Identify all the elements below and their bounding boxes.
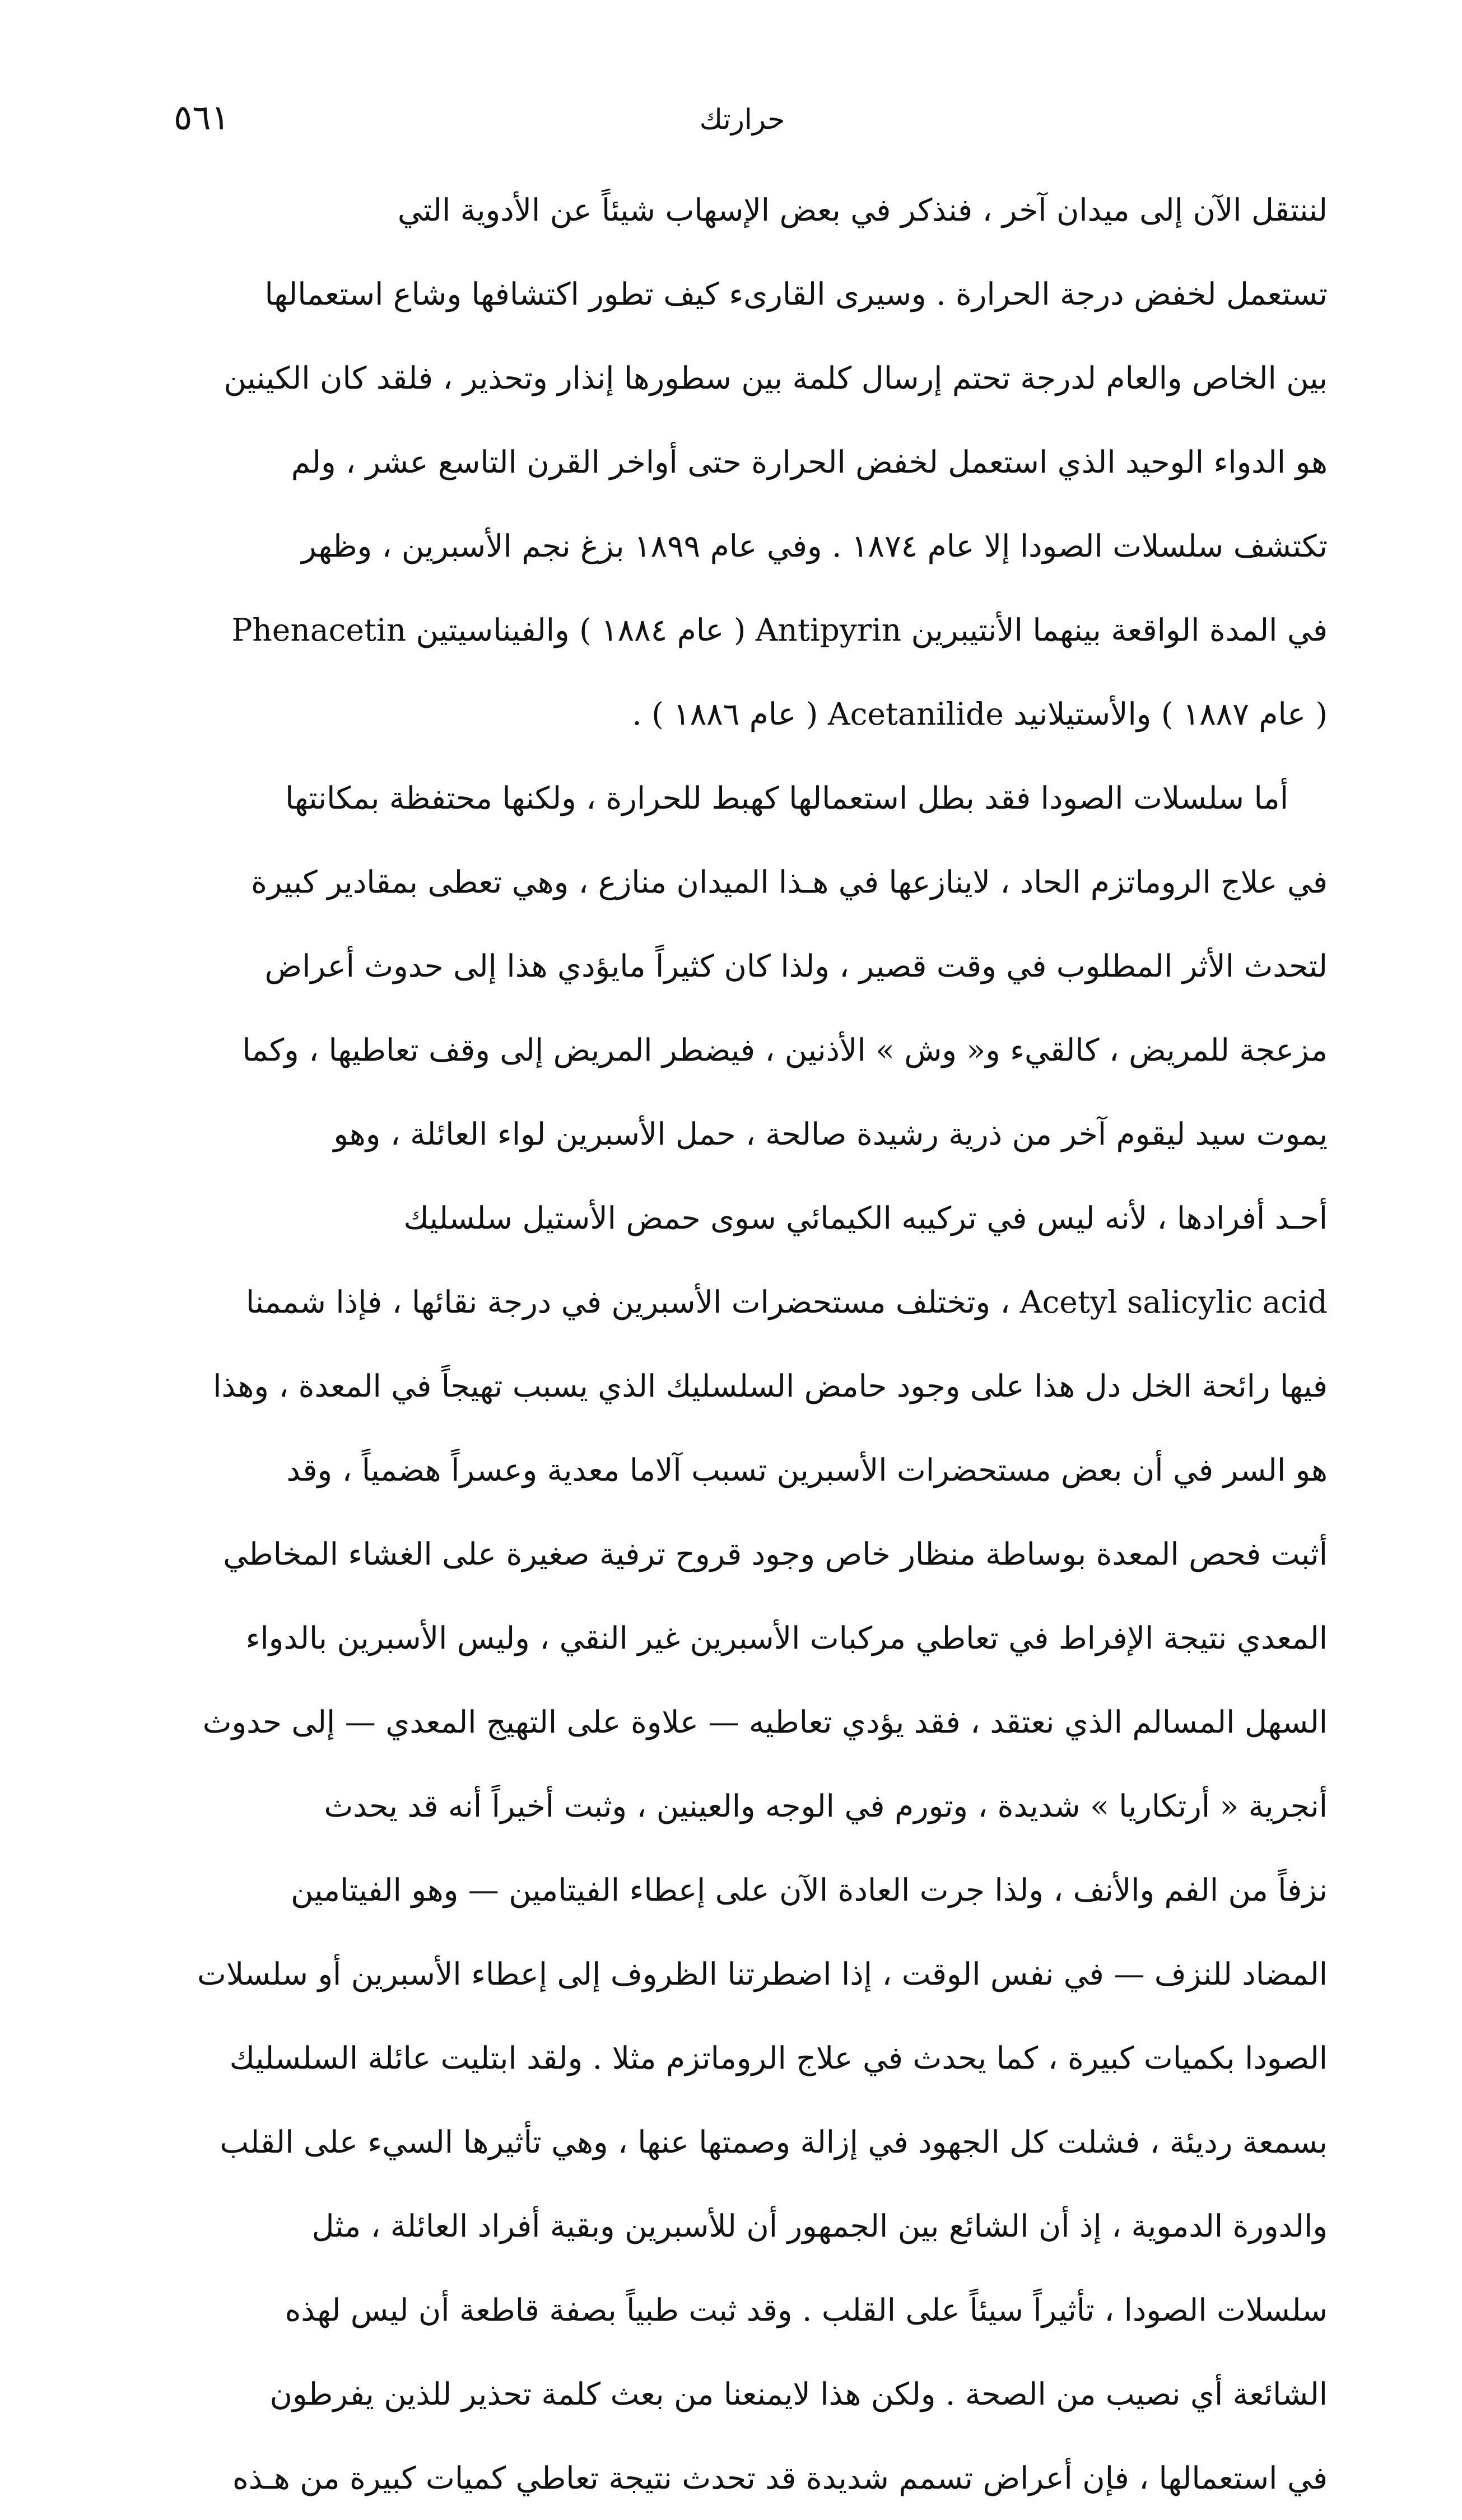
text-line: تستعمل لخفض درجة الحرارة . وسيرى القارىء كيف تطور اكتشافها وشاع استعمالها bbox=[264, 276, 1328, 312]
body-text bbox=[134, 168, 1328, 2520]
text-line: سلسلات الصودا ، تأثيراً سيئاً على القلب . وقد ثبت طبياً بصفة قاطعة أن ليس لهذه bbox=[285, 2292, 1328, 2328]
text-line: مزعجة للمريض ، كالقيء و« وش » الأذنين ، فيضطر المريض إلى وقف تعاطيها ، وكما bbox=[242, 1032, 1328, 1068]
paragraph-2 bbox=[134, 756, 1328, 2520]
paragraph-1 bbox=[134, 168, 1328, 756]
text-line: في المدة الواقعة بينهما الأنتيبرين Antipyrin ( عام ١٨٨٤ ) والفيناسيتين Phenacetin bbox=[231, 612, 1328, 648]
text-line: تكتشف سلسلات الصودا إلا عام ١٨٧٤ . وفي عام ١٨٩٩ بزغ نجم الأسبرين ، وظهر bbox=[301, 528, 1328, 564]
text-line: والدورة الدموية ، إذ أن الشائع بين الجمهور أن للأسبرين وبقية أفراد العائلة ، مثل bbox=[311, 2208, 1328, 2244]
text-line: نزفاً من الفم والأنف ، ولذا جرت العادة الآن على إعطاء الفيتامين — وهو الفيتامين bbox=[291, 1872, 1328, 1908]
text-line: يموت سيد ليقوم آخر من ذرية رشيدة صالحة ، حمل الأسبرين لواء العائلة ، وهو bbox=[333, 1116, 1328, 1152]
text-line: أنجرية « أرتكاريا » شديدة ، وتورم في الوجه والعينين ، وثبت أخيراً أنه قد يحدث bbox=[324, 1788, 1328, 1824]
text-line: السهل المسالم الذي نعتقد ، فقد يؤدي تعاطيه — علاوة على التهيج المعدي — إلى حدوث bbox=[202, 1704, 1328, 1740]
text-line: في استعمالها ، فإن أعراض تسمم شديدة قد تحدث نتيجة تعاطي كميات كبيرة من هـذه bbox=[232, 2460, 1328, 2496]
text-line: المعدي نتيجة الإفراط في تعاطي مركبات الأسبرين غير النقي ، وليس الأسبرين بالدواء bbox=[245, 1620, 1328, 1656]
text-line: المضاد للنزف — في نفس الوقت ، إذا اضطرتنا الظروف إلى إعطاء الأسبرين أو سلسلات bbox=[197, 1956, 1328, 1992]
text-line: بسمعة رديئة ، فشلت كل الجهود في إزالة وصمتها عنها ، وهي تأثيرها السيء على القلب bbox=[220, 2124, 1328, 2160]
page-number: ٥٦١ bbox=[174, 97, 230, 138]
text-line: في علاج الروماتزم الحاد ، لاينازعها في هـذا الميدان منازع ، وهي تعطى بمقادير كبيرة bbox=[251, 864, 1328, 900]
text-line: هو السر في أن بعض مستحضرات الأسبرين تسبب آلاما معدية وعسراً هضمياً ، وقد bbox=[286, 1452, 1328, 1488]
text-line: Acetyl salicylic acid ، وتختلف مستحضرات الأسبرين في درجة نقائها ، فإذا شممنا bbox=[245, 1284, 1328, 1320]
text-line: هو الدواء الوحيد الذي استعمل لخفض الحرارة حتى أواخر القرن التاسع عشر ، ولم bbox=[291, 444, 1328, 480]
text-line: بين الخاص والعام لدرجة تحتم إرسال كلمة بين سطورها إنذار وتحذير ، فلقد كان الكينين bbox=[224, 360, 1328, 396]
text-line: أحـد أفرادها ، لأنه ليس في تركيبه الكيمائي سوى حمض الأستيل سلسليك bbox=[403, 1200, 1328, 1236]
text-line: الشائعة أي نصيب من الصحة . ولكن هذا لايمنعنا من بعث كلمة تحذير للذين يفرطون bbox=[269, 2376, 1328, 2412]
text-line: فيها رائحة الخل دل هذا على وجود حامض السلسليك الذي يسبب تهيجاً في المعدة ، وهذا bbox=[213, 1368, 1328, 1404]
text-line: أما سلسلات الصودا فقد بطل استعمالها كهبط للحرارة ، ولكنها محتفظة بمكانتها bbox=[285, 780, 1288, 816]
text-line: الصودا بكميات كبيرة ، كما يحدث في علاج الروماتزم مثلا . ولقد ابتليت عائلة السلسليك bbox=[229, 2040, 1328, 2076]
text-line: ( عام ١٨٨٧ ) والأستيلانيد Acetanilide ( عام ١٨٨٦ ) . bbox=[632, 696, 1328, 732]
running-head: حرارتك bbox=[699, 103, 785, 136]
text-line: لننتقل الآن إلى ميدان آخر ، فنذكر في بعض الإسهاب شيئاً عن الأدوية التي bbox=[397, 192, 1328, 228]
page-header bbox=[140, 84, 1344, 146]
text-line: أثبت فحص المعدة بوساطة منظار خاص وجود قروح ترفية صغيرة على الغشاء المخاطي bbox=[223, 1536, 1328, 1572]
text-line: لتحدث الأثر المطلوب في وقت قصير ، ولذا كان كثيراً مايؤدي هذا إلى حدوث أعراض bbox=[264, 948, 1328, 984]
